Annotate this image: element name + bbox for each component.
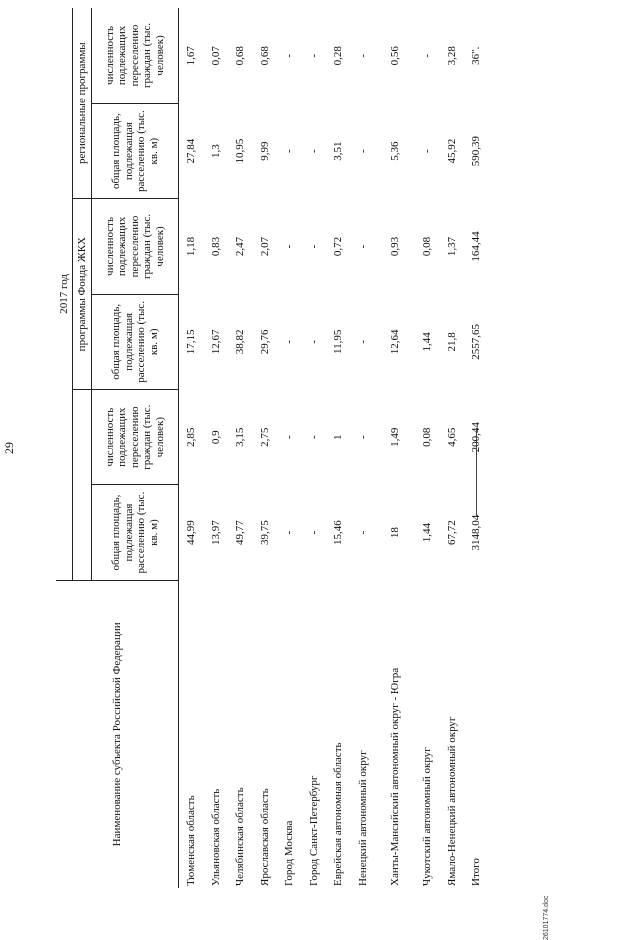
value-cell: - <box>283 435 295 440</box>
value-cell: 38,82 <box>234 329 246 355</box>
value-cell: 21,8 <box>445 332 458 352</box>
value-cell: 2557,65 <box>470 323 482 360</box>
col-header-people-fund: численность подлежащих переселению граждан (тыс. человек) <box>92 199 179 294</box>
value-cell: 0,93 <box>388 236 401 257</box>
subject-name-cell: Город Москва <box>283 820 295 886</box>
value-cell: 27,84 <box>185 138 197 164</box>
value-cell: - <box>283 530 295 535</box>
table-body <box>179 8 489 888</box>
value-cell: - <box>307 435 320 440</box>
value-cell: 5,36 <box>388 141 401 161</box>
value-cell: 3,28 <box>445 46 458 66</box>
table-row <box>253 8 278 888</box>
value-cell: 0,9 <box>209 430 222 445</box>
table-row <box>277 8 302 888</box>
value-cell: 164,44 <box>470 231 482 262</box>
value-cell: - <box>356 53 369 58</box>
value-cell: 1 <box>332 434 344 440</box>
value-cell: 0,08 <box>421 427 433 447</box>
table-row <box>302 8 327 888</box>
value-cell: - <box>307 149 320 153</box>
value-cell: 45,92 <box>445 138 458 164</box>
value-cell: 0,28 <box>332 46 344 66</box>
table-row <box>179 8 204 888</box>
table-row <box>228 8 253 888</box>
value-cell: - <box>283 244 295 249</box>
value-cell: 3148,04 <box>470 514 482 551</box>
col-header-area-total: общая площадь, подлежащая расселению (тыс. кв. м) <box>92 485 179 580</box>
year-header: 2017 год <box>56 8 73 580</box>
value-cell: 1,37 <box>445 236 458 257</box>
value-cell: 10,95 <box>234 138 246 164</box>
value-cell: - <box>307 244 320 249</box>
value-cell: 1,44 <box>421 522 433 543</box>
subject-name-cell: Итого <box>470 858 482 886</box>
value-cell: 2,85 <box>185 427 197 447</box>
value-cell: - <box>283 53 295 58</box>
value-cell: 36". <box>470 46 482 65</box>
col-header-area-fund: общая площадь, подлежащая расселению (тыс. кв. м) <box>92 294 179 389</box>
value-cell: - <box>356 340 369 344</box>
subject-name-cell: Тюменская область <box>185 795 197 886</box>
value-cell: 0,56 <box>388 46 401 66</box>
value-cell: 13,97 <box>209 520 222 545</box>
value-cell: 1,44 <box>421 332 433 352</box>
value-cell: 0,68 <box>258 46 271 66</box>
subject-name-cell: Чукотский автономный округ <box>421 747 433 886</box>
value-cell: 0,72 <box>332 236 344 257</box>
value-cell: - <box>356 244 369 249</box>
value-cell: 1,3 <box>209 144 222 158</box>
subject-name-cell: Ненецкий автономный округ <box>356 750 369 886</box>
table-row <box>375 8 415 888</box>
value-cell: 0,07 <box>209 46 222 66</box>
value-cell: 0,08 <box>421 236 433 257</box>
subject-name-cell: Ярославская область <box>258 788 271 886</box>
page-number: 29 <box>2 442 16 454</box>
col-header-people-regional: численность подлежащих переселению граждан (тыс. человек) <box>92 8 179 103</box>
value-cell: - <box>283 340 295 344</box>
table-row <box>415 8 440 888</box>
subject-name-cell: Ямало-Ненецкий автономный округ <box>445 716 458 886</box>
document-reference: 26101774.doc <box>543 895 550 940</box>
value-cell: - <box>283 149 295 153</box>
col-header-people-total: численность подлежащих переселению граждан (тыс. человек) <box>92 390 179 485</box>
rotated-page <box>2 8 550 940</box>
value-cell: 1,67 <box>185 46 197 66</box>
regional-programs-header: региональные программы <box>73 8 92 199</box>
value-cell: 39,75 <box>258 520 271 545</box>
housing-resettlement-table <box>56 8 489 888</box>
value-cell: 200,44 <box>470 422 482 453</box>
value-cell: - <box>307 340 320 344</box>
value-cell: 29,76 <box>258 329 271 355</box>
subject-name-header: Наименование субъекта Российской Федерации <box>56 580 179 888</box>
table-row <box>440 8 465 888</box>
value-cell: - <box>421 53 433 58</box>
value-cell: 49,77 <box>234 520 246 545</box>
col-header-area-regional: общая площадь, подлежащая расселению (тыс. кв. м) <box>92 103 179 198</box>
value-cell: 18 <box>388 527 401 539</box>
value-cell: 1,18 <box>185 236 197 257</box>
value-cell: 3,15 <box>234 427 246 447</box>
value-cell: - <box>356 149 369 153</box>
value-cell: 11,95 <box>332 329 344 355</box>
value-cell: 2,47 <box>234 236 246 257</box>
value-cell: - <box>307 530 320 535</box>
table-row <box>351 8 376 888</box>
value-cell: 12,67 <box>209 329 222 355</box>
value-cell: 15,46 <box>332 520 344 545</box>
total-group-header <box>73 390 92 581</box>
subject-name-cell: Челябинская область <box>234 787 246 886</box>
value-cell: 12,64 <box>388 329 401 355</box>
subject-name-cell: Ульяновская область <box>209 788 222 886</box>
value-cell: 67,72 <box>445 520 458 545</box>
subject-name-cell: Еврейская автономная область <box>332 742 344 886</box>
subject-name-cell: Ханты-Мансийский автономный округ - Югра <box>388 667 401 886</box>
subject-name-cell: Город Санкт-Петербург <box>307 775 320 886</box>
value-cell: 2,75 <box>258 427 271 447</box>
value-cell: - <box>421 149 433 153</box>
value-cell: 17,15 <box>185 329 197 355</box>
value-cell: 4,65 <box>445 427 458 447</box>
value-cell: 1,49 <box>388 427 401 447</box>
fund-programs-header: программы Фонда ЖКХ <box>73 199 92 390</box>
value-cell: 0,83 <box>209 236 222 257</box>
value-cell: 44,99 <box>185 520 197 545</box>
table-row <box>204 8 229 888</box>
value-cell: - <box>356 530 369 535</box>
value-cell: 2,07 <box>258 236 271 257</box>
value-cell: 0,68 <box>234 46 246 66</box>
value-cell: 3,51 <box>332 141 344 161</box>
separator-line <box>476 428 477 516</box>
value-cell: 9,99 <box>258 141 271 161</box>
value-cell: 590,39 <box>470 136 482 167</box>
value-cell: - <box>307 53 320 58</box>
table-row <box>326 8 351 888</box>
value-cell: - <box>356 435 369 440</box>
